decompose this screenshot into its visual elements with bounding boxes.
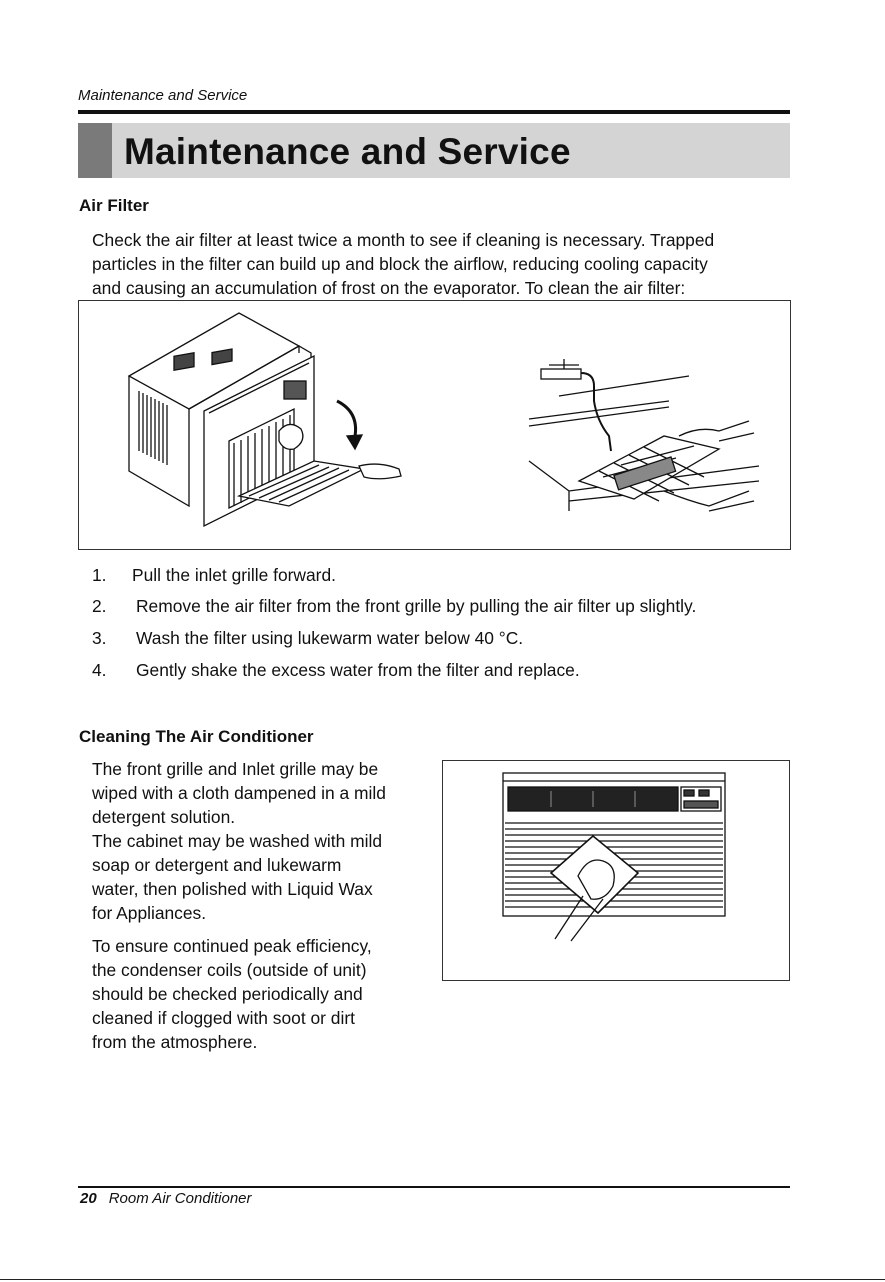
list-item: [92, 660, 812, 684]
step-text: Wash the filter using lukewarm water below 40 °C.: [136, 628, 524, 648]
air-filter-heading: Air Filter: [79, 196, 149, 215]
air-filter-steps: [92, 565, 812, 685]
text-line: cleaned if clogged with soot or dirt: [92, 1008, 355, 1028]
text-line: soap or detergent and lukewarm: [92, 855, 342, 875]
intro-line: particles in the filter can build up and block the airflow, reducing cooling capacity: [92, 254, 708, 274]
text-line: The cabinet may be washed with mild: [92, 831, 382, 851]
text-line: detergent solution.: [92, 807, 236, 827]
page-number: 20: [80, 1190, 97, 1207]
text-line: from the atmosphere.: [92, 1032, 258, 1052]
intro-line: Check the air filter at least twice a month to see if cleaning is necessary. Trapped: [92, 230, 715, 250]
text-line: The front grille and Inlet grille may be: [92, 759, 379, 779]
document-title: Room Air Conditioner: [108, 1190, 252, 1207]
page-edge-line: [0, 1279, 885, 1280]
step-number: 2.: [92, 596, 107, 616]
cleaning-paragraph: [92, 757, 437, 1054]
text-line: wiped with a cloth dampened in a mild: [92, 783, 386, 803]
faucet-washing-filter-illustration: [519, 341, 769, 531]
step-number: 1.: [92, 565, 107, 585]
cleaning-figure: [442, 760, 790, 981]
list-item: [92, 565, 812, 589]
step-text: Remove the air filter from the front grille by pulling the air filter up slightly.: [136, 596, 697, 616]
text-line: water, then polished with Liquid Wax: [92, 879, 373, 899]
step-number: 4.: [92, 660, 107, 680]
footer-rule: [78, 1186, 790, 1188]
hand-wiping-grille-illustration: [443, 761, 789, 980]
text-line: the condenser coils (outside of unit): [92, 960, 367, 980]
list-item: [92, 596, 812, 620]
text-line: To ensure continued peak efficiency,: [92, 936, 372, 956]
step-text: Pull the inlet grille forward.: [132, 565, 336, 585]
title-accent-block: [78, 123, 112, 178]
air-filter-figure: [78, 300, 791, 550]
step-number: 3.: [92, 628, 107, 648]
header-rule: [78, 110, 790, 114]
text-line: for Appliances.: [92, 903, 207, 923]
step-text: Gently shake the excess water from the filter and replace.: [136, 660, 580, 680]
list-item: [92, 628, 812, 652]
intro-line: and causing an accumulation of frost on the evaporator. To clean the air filter:: [92, 278, 686, 298]
text-line: should be checked periodically and: [92, 984, 363, 1004]
running-header: Maintenance and Service: [78, 87, 248, 104]
footer: [80, 1190, 252, 1207]
page-title: Maintenance and Service: [124, 131, 571, 172]
air-filter-intro: [92, 228, 792, 300]
cleaning-heading: Cleaning The Air Conditioner: [79, 727, 314, 746]
